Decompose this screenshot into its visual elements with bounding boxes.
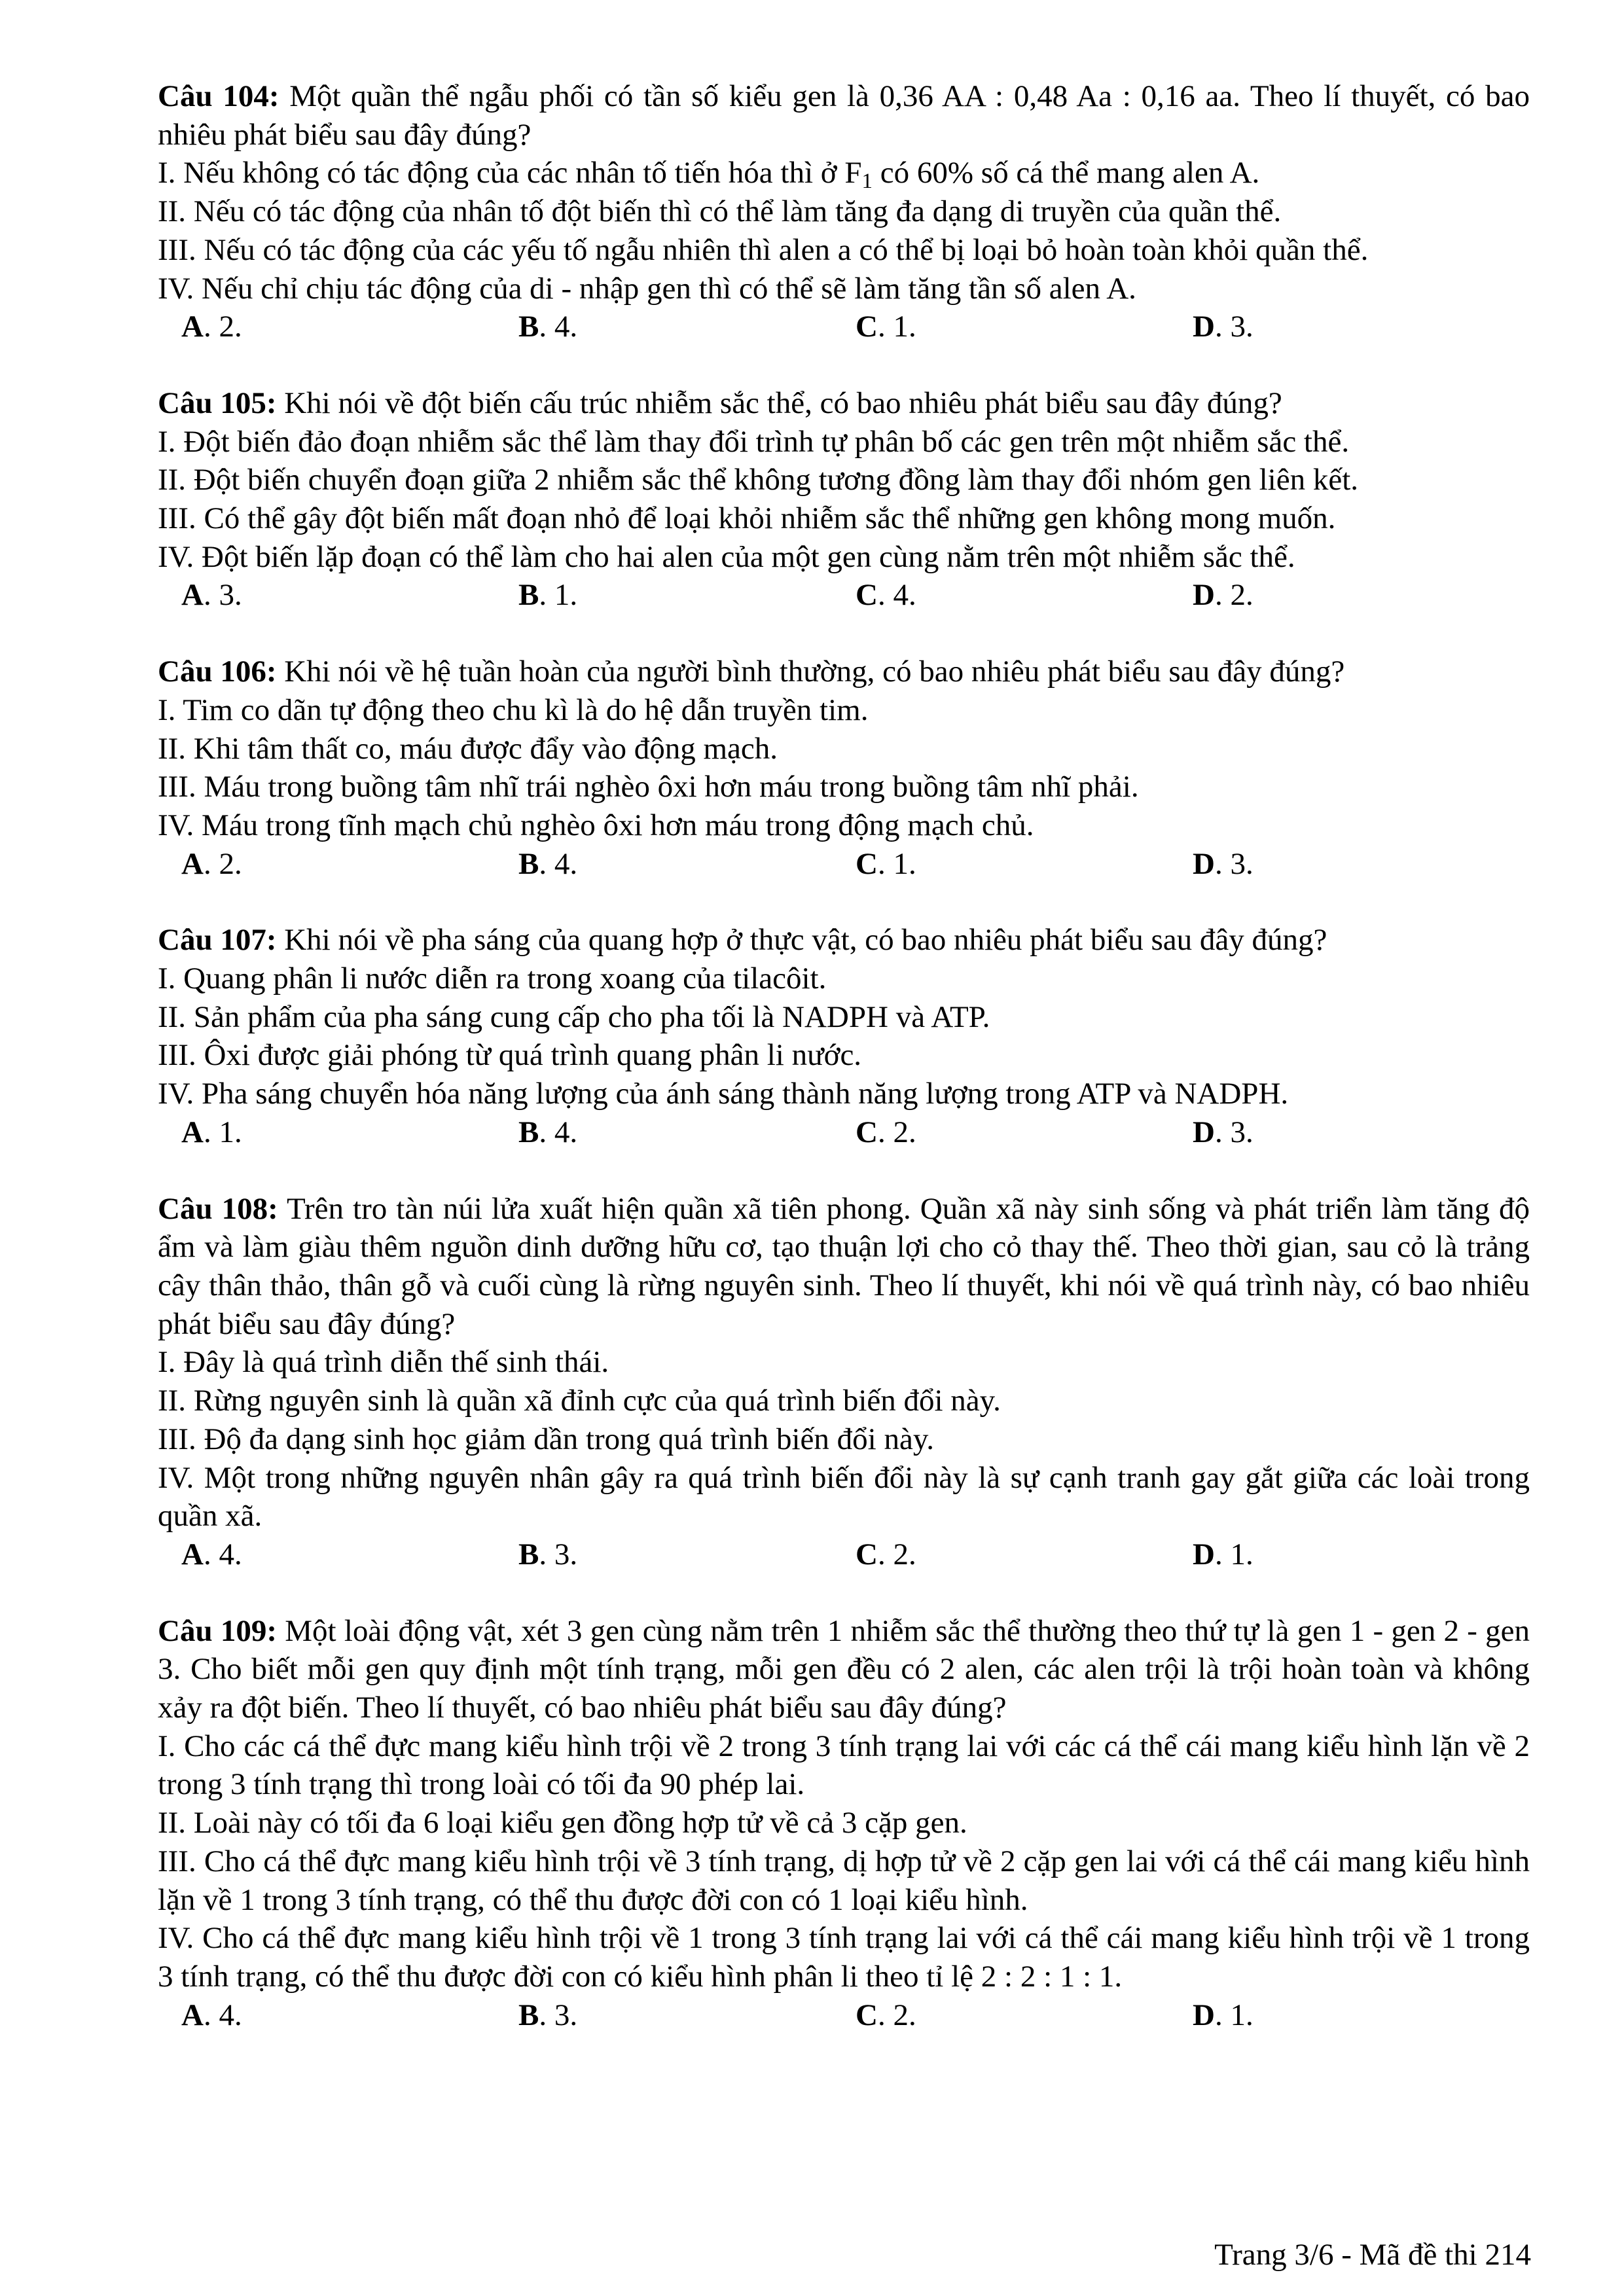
statement-3: III. Nếu có tác động của các yếu tố ngẫu nhiên thì alen a có thể bị loại bỏ hoàn toàn khỏi quần thể. bbox=[158, 232, 1369, 267]
statement-4: IV. Nếu chỉ chịu tác động của di - nhập gen thì có thể sẽ làm tăng tần số alen A. bbox=[158, 271, 1136, 306]
question-label: Câu 105: bbox=[158, 386, 277, 420]
answer-a bbox=[181, 308, 518, 346]
question-label: Câu 106: bbox=[158, 655, 277, 689]
statement-3: III. Độ đa dạng sinh học giảm dần trong quá trình biến đổi này. bbox=[158, 1422, 935, 1456]
question-label: Câu 108: bbox=[158, 1191, 278, 1226]
answer-value: . 2. bbox=[877, 1115, 916, 1149]
statement-4: IV. Một trong những nguyên nhân gây ra quá trình biến đổi này là sự cạnh tranh gay gắt giữa các loài trong quần xã. bbox=[158, 1460, 1530, 1534]
answer-options bbox=[158, 308, 1530, 346]
question-label: Câu 104: bbox=[158, 79, 280, 113]
answer-letter: A bbox=[181, 1115, 204, 1149]
answer-d bbox=[1193, 576, 1530, 615]
question-text: Trên tro tàn núi lửa xuất hiện quần xã tiên phong. Quần xã này sinh sống và phát triển làm tăng độ ẩm và làm giàu thêm nguồn dinh dưỡng hữu cơ, tạo thuận lợi cho cỏ thay thế. Theo thời gian, sau cỏ là trảng cây thân thảo, thân gỗ và cuối cùng là rừng nguyên sinh. Theo lí thuyết, khi nói về quá trình này, có bao nhiêu phát biểu sau đây đúng? bbox=[158, 1191, 1530, 1341]
answer-letter: D bbox=[1193, 310, 1215, 344]
answer-b bbox=[518, 1113, 856, 1152]
statement-2: II. Đột biến chuyển đoạn giữa 2 nhiễm sắc thể không tương đồng làm thay đổi nhóm gen liên kết. bbox=[158, 463, 1359, 497]
answer-options bbox=[158, 1996, 1530, 2035]
answer-options bbox=[158, 576, 1530, 615]
answer-letter: D bbox=[1193, 578, 1215, 613]
statement-3: III. Máu trong buồng tâm nhĩ trái nghèo ôxi hơn máu trong buồng tâm nhĩ phải. bbox=[158, 770, 1139, 804]
answer-letter: C bbox=[856, 578, 878, 613]
answer-d bbox=[1193, 1113, 1530, 1152]
answer-letter: B bbox=[518, 1537, 539, 1571]
statement-4: IV. Máu trong tĩnh mạch chủ nghèo ôxi hơn máu trong động mạch chủ. bbox=[158, 808, 1034, 842]
answer-value: . 3. bbox=[203, 578, 242, 613]
answer-a bbox=[181, 1996, 518, 2035]
answer-letter: B bbox=[518, 1998, 539, 2032]
question-text: Khi nói về pha sáng của quang hợp ở thực vật, có bao nhiêu phát biểu sau đây đúng? bbox=[276, 923, 1327, 958]
question-stem bbox=[158, 77, 1530, 154]
answer-letter: B bbox=[518, 846, 539, 881]
question-stem bbox=[158, 1612, 1530, 1727]
answer-b bbox=[518, 1535, 856, 1574]
question-105 bbox=[158, 384, 1530, 615]
answer-value: . 3. bbox=[1214, 1115, 1254, 1149]
statement-2: II. Rừng nguyên sinh là quần xã đỉnh cực của quá trình biến đổi này. bbox=[158, 1384, 1001, 1418]
statement-1 bbox=[158, 154, 1530, 192]
answer-value: . 4. bbox=[203, 1998, 242, 2032]
statement-2: II. Khi tâm thất co, máu được đẩy vào động mạch. bbox=[158, 731, 778, 766]
answer-a bbox=[181, 576, 518, 615]
answer-value: . 2. bbox=[203, 310, 242, 344]
question-109 bbox=[158, 1612, 1530, 2035]
question-stem bbox=[158, 921, 1530, 960]
answer-value: . 2. bbox=[877, 1537, 916, 1571]
answer-a bbox=[181, 845, 518, 884]
question-108 bbox=[158, 1190, 1530, 1574]
statement-2: II. Nếu có tác động của nhân tố đột biến thì có thể làm tăng đa dạng di truyền của quần thể. bbox=[158, 194, 1282, 229]
answer-letter: A bbox=[181, 846, 204, 881]
answer-letter: A bbox=[181, 1998, 204, 2032]
statement-1: I. Tim co dãn tự động theo chu kì là do hệ dẫn truyền tim. bbox=[158, 692, 869, 727]
answer-value: . 1. bbox=[877, 846, 916, 881]
answer-c bbox=[856, 845, 1193, 884]
question-text: Một quần thể ngẫu phối có tần số kiểu gen là 0,36 AA : 0,48 Aa : 0,16 aa. Theo lí thuyết, có bao nhiêu phát biểu sau đây đúng? bbox=[158, 79, 1530, 152]
answer-value: . 1. bbox=[1214, 1998, 1254, 2032]
answer-options bbox=[158, 1113, 1530, 1152]
answer-value: . 1. bbox=[203, 1115, 242, 1149]
statement-4: IV. Pha sáng chuyển hóa năng lượng của ánh sáng thành năng lượng trong ATP và NADPH. bbox=[158, 1077, 1289, 1111]
answer-d bbox=[1193, 1996, 1530, 2035]
question-stem bbox=[158, 384, 1530, 423]
answer-value: . 3. bbox=[1214, 310, 1254, 344]
answer-letter: D bbox=[1193, 1998, 1215, 2032]
answer-b bbox=[518, 576, 856, 615]
answer-value: . 1. bbox=[877, 310, 916, 344]
answer-value: . 4. bbox=[539, 846, 578, 881]
answer-b bbox=[518, 845, 856, 884]
statement-3: III. Ôxi được giải phóng từ quá trình quang phân li nước. bbox=[158, 1038, 862, 1073]
answer-c bbox=[856, 1535, 1193, 1574]
statement-3: III. Có thể gây đột biến mất đoạn nhỏ để loại khỏi nhiễm sắc thể những gen không mong muốn. bbox=[158, 501, 1336, 536]
statement-2: II. Loài này có tối đa 6 loại kiểu gen đồng hợp tử về cả 3 cặp gen. bbox=[158, 1806, 967, 1840]
answer-letter: C bbox=[856, 1537, 878, 1571]
answer-letter: C bbox=[856, 846, 878, 881]
statement-3: III. Cho cá thể đực mang kiểu hình trội về 3 tính trạng, dị hợp tử về 2 cặp gen lai với cá thể cái mang kiểu hình lặn về 1 trong 3 tính trạng, có thể thu được đời con có 1 loại kiểu hình. bbox=[158, 1844, 1530, 1917]
answer-value: . 2. bbox=[877, 1998, 916, 2032]
answer-value: . 3. bbox=[539, 1537, 578, 1571]
statement-1: I. Đây là quá trình diễn thế sinh thái. bbox=[158, 1345, 609, 1380]
statement-1: I. Cho các cá thể đực mang kiểu hình trội về 2 trong 3 tính trạng lai với các cá thể cái mang kiểu hình lặn về 2 trong 3 tính trạng thì trong loài có tối đa 90 phép lai. bbox=[158, 1729, 1530, 1802]
answer-value: . 2. bbox=[1214, 578, 1254, 613]
question-107 bbox=[158, 921, 1530, 1151]
answer-value: . 4. bbox=[877, 578, 916, 613]
answer-value: . 4. bbox=[539, 310, 578, 344]
answer-a bbox=[181, 1535, 518, 1574]
statement-text: I. Nếu không có tác động của các nhân tố tiến hóa thì ở F bbox=[158, 156, 862, 190]
statement-1: I. Đột biến đảo đoạn nhiễm sắc thể làm thay đổi trình tự phân bố các gen trên một nhiễm sắc thể. bbox=[158, 424, 1350, 459]
answer-letter: D bbox=[1193, 1115, 1215, 1149]
question-stem bbox=[158, 1190, 1530, 1344]
question-104 bbox=[158, 77, 1530, 346]
question-text: Khi nói về đột biến cấu trúc nhiễm sắc thể, có bao nhiêu phát biểu sau đây đúng? bbox=[276, 386, 1282, 420]
answer-value: . 3. bbox=[1214, 846, 1254, 881]
question-text: Khi nói về hệ tuần hoàn của người bình thường, có bao nhiêu phát biểu sau đây đúng? bbox=[276, 655, 1345, 689]
answer-c bbox=[856, 576, 1193, 615]
statement-subscript: 1 bbox=[861, 170, 873, 194]
question-stem bbox=[158, 653, 1530, 691]
statement-2: II. Sản phẩm của pha sáng cung cấp cho pha tối là NADPH và ATP. bbox=[158, 999, 990, 1034]
answer-letter: A bbox=[181, 578, 204, 613]
question-label: Câu 107: bbox=[158, 923, 277, 958]
exam-page bbox=[158, 77, 1530, 2072]
statement-4: IV. Cho cá thể đực mang kiểu hình trội về 1 trong 3 tính trạng lai với cá thể cái mang kiểu hình trội về 1 trong 3 tính trạng, có thể thu được đời con có kiểu hình phân li theo tỉ lệ 2 : 2 : 1 : 1. bbox=[158, 1921, 1530, 1994]
question-label: Câu 109: bbox=[158, 1613, 277, 1648]
answer-letter: D bbox=[1193, 846, 1215, 881]
answer-a bbox=[181, 1113, 518, 1152]
answer-letter: A bbox=[181, 1537, 204, 1571]
answer-value: . 4. bbox=[203, 1537, 242, 1571]
answer-letter: A bbox=[181, 310, 204, 344]
answer-c bbox=[856, 1996, 1193, 2035]
answer-b bbox=[518, 1996, 856, 2035]
answer-value: . 4. bbox=[539, 1115, 578, 1149]
answer-options bbox=[158, 845, 1530, 884]
answer-b bbox=[518, 308, 856, 346]
answer-letter: B bbox=[518, 1115, 539, 1149]
answer-c bbox=[856, 308, 1193, 346]
statement-1: I. Quang phân li nước diễn ra trong xoang của tilacôit. bbox=[158, 961, 827, 996]
answer-options bbox=[158, 1535, 1530, 1574]
answer-letter: B bbox=[518, 578, 539, 613]
answer-letter: C bbox=[856, 1998, 878, 2032]
answer-d bbox=[1193, 308, 1530, 346]
answer-value: . 2. bbox=[203, 846, 242, 881]
answer-d bbox=[1193, 1535, 1530, 1574]
answer-value: . 1. bbox=[1214, 1537, 1254, 1571]
page-footer: Trang 3/6 - Mã đề thi 214 bbox=[1214, 2238, 1531, 2272]
answer-letter: D bbox=[1193, 1537, 1215, 1571]
answer-value: . 1. bbox=[539, 578, 578, 613]
statement-text-after: có 60% số cá thể mang alen A. bbox=[873, 156, 1260, 190]
answer-letter: B bbox=[518, 310, 539, 344]
answer-c bbox=[856, 1113, 1193, 1152]
question-text: Một loài động vật, xét 3 gen cùng nằm trên 1 nhiễm sắc thể thường theo thứ tự là gen 1 - gen 2 - gen 3. Cho biết mỗi gen quy định một tính trạng, mỗi gen đều có 2 alen, các alen trội là trội hoàn toàn và không xảy ra đột biến. Theo lí thuyết, có bao nhiêu phát biểu sau đây đúng? bbox=[158, 1613, 1530, 1725]
answer-value: . 3. bbox=[539, 1998, 578, 2032]
answer-letter: C bbox=[856, 1115, 878, 1149]
answer-letter: C bbox=[856, 310, 878, 344]
answer-d bbox=[1193, 845, 1530, 884]
statement-4: IV. Đột biến lặp đoạn có thể làm cho hai alen của một gen cùng nằm trên một nhiễm sắc thể. bbox=[158, 539, 1295, 574]
question-106 bbox=[158, 653, 1530, 883]
